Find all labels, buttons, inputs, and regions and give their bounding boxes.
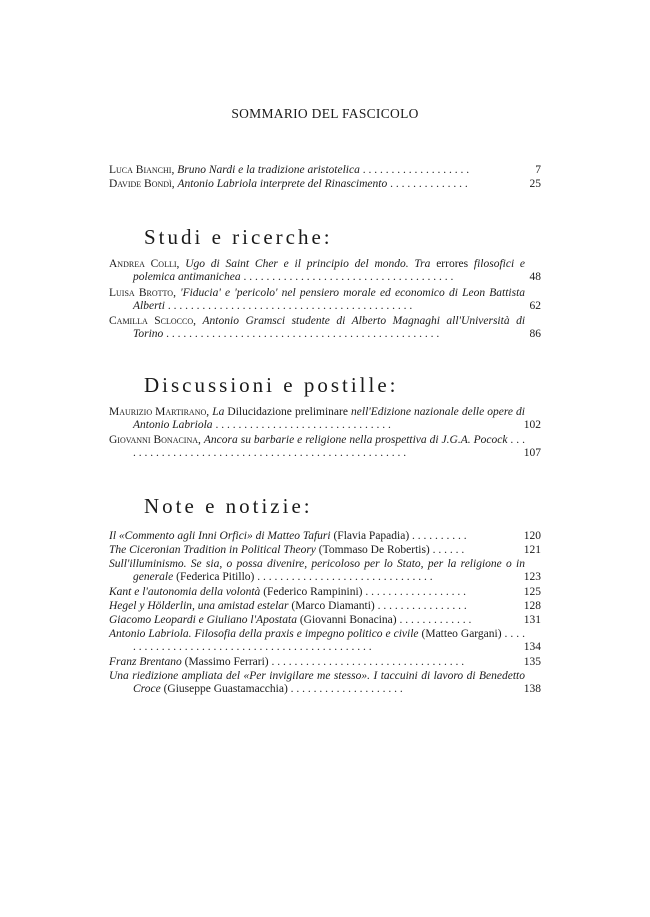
entry-author: (Giovanni Bonacina) xyxy=(296,614,397,626)
entry-page: 102 xyxy=(523,419,541,432)
entry-title: 'Fiducia' e 'pericolo' nel pensiero morale ed economico di Leon Battista Alberti xyxy=(133,287,526,313)
entry-author: Luca Bianchi xyxy=(109,164,172,176)
toc-entry: Kant e l'autonomia della volontà (Federico Rampinini) . . . . . . . . . . . . . . . . . . 125 xyxy=(109,586,541,598)
entry-author: (Giuseppe Guastamacchia) xyxy=(160,683,288,696)
entry-title: Il «Commento agli Inni Orfici» di Matteo Tafuri xyxy=(109,530,331,542)
entry-author: Andrea Colli xyxy=(109,258,177,270)
entry-title: The Ciceronian Tradition in Political Theory xyxy=(109,544,316,556)
toc-entry: Il «Commento agli Inni Orfici» di Matteo Tafuri (Flavia Papadia) . . . . . . . . . . 120 xyxy=(109,530,541,542)
entry-title: Bruno Nardi e la tradizione aristotelica xyxy=(177,164,360,176)
entry-author: (Tommaso De Robertis) xyxy=(315,544,430,556)
section-heading-note: Note e notizie: xyxy=(144,494,313,518)
entry-author: Luisa Brotto xyxy=(109,287,174,299)
entry-title: Franz Brentano xyxy=(109,656,182,668)
entry-title: Ancora su barbarie e religione nella prospettiva di J.G.A. Pocock xyxy=(203,434,508,446)
entry-page: 135 xyxy=(523,656,541,668)
entry-page: 121 xyxy=(523,544,541,556)
toc-entry: Sull'illuminismo. Se sia, o possa divenire, pericoloso per lo Stato, per la religione o in generale (Federica Pitillo) . . . . . . . . . . . . . . . . . . . . . . . . . . . . . . . 123 xyxy=(109,558,541,584)
entry-author: Davide Bondì xyxy=(109,178,172,190)
entry-page: 62 xyxy=(529,300,541,313)
entry-title: Antonio Labriola. Filosofia della praxis e impegno politico e civile xyxy=(109,628,419,640)
entry-page: 107 xyxy=(523,447,541,460)
entry-page: 131 xyxy=(523,614,541,626)
entry-author: Maurizio Martirano xyxy=(109,406,207,418)
entry-page: 120 xyxy=(523,530,541,542)
entry-page: 25 xyxy=(529,178,541,190)
entry-author: (Federica Pitillo) xyxy=(173,571,255,584)
entry-page: 86 xyxy=(529,328,541,341)
entry-page: 134 xyxy=(523,641,541,654)
toc-entry: Maurizio Martirano, La Dilucidazione preliminare nell'Edizione nazionale delle opere di Antonio Labriola . . . . . . . . . . . . . . . . . . . . . . . . . . . . . . . 102 xyxy=(109,406,541,432)
toc-entry: Antonio Labriola. Filosofia della praxis e impegno politico e civile (Matteo Gargani) . . . . . . . . . . . . . . . . . . . . . . . . . . . . . . . . . . . . . . . . . . . . . . 134 xyxy=(109,628,541,654)
entry-author: (Federico Rampinini) xyxy=(260,586,363,598)
toc-entry: The Ciceronian Tradition in Political Theory (Tommaso De Robertis) . . . . . . 121 xyxy=(109,544,541,556)
toc-entry: Franz Brentano (Massimo Ferrari) . . . . . . . . . . . . . . . . . . . . . . . . . . . . . . . . . . 135 xyxy=(109,656,541,668)
entry-title: Antonio Gramsci studente di Alberto Magnaghi all'Università di Torino xyxy=(133,315,526,341)
entry-page: 138 xyxy=(523,683,541,696)
toc-entry: Hegel y Hölderlin, una amistad estelar (Marco Diamanti) . . . . . . . . . . . . . . . . 128 xyxy=(109,600,541,612)
entry-author: (Marco Diamanti) xyxy=(288,600,375,612)
toc-entry: Giovanni Bonacina, Ancora su barbarie e religione nella prospettiva di J.G.A. Pocock . . . . . . . . . . . . . . . . . . . . . . . . . . . . . . . . . . . . . . . . . . . . . . . . . . . 107 xyxy=(109,434,541,460)
entry-title: Sull'illuminismo. Se sia, o possa divenire, pericoloso per lo Stato, per la religione o in generale xyxy=(109,558,525,584)
toc-entry: Luisa Brotto, 'Fiducia' e 'pericolo' nel pensiero morale ed economico di Leon Battista Alberti . . . . . . . . . . . . . . . . . . . . . . . . . . . . . . . . . . . . . . . . . . . 62 xyxy=(109,287,541,313)
toc-entry: Una riedizione ampliata del «Per invigilare me stesso». I taccuini di lavoro di Benedetto Croce (Giuseppe Guastamacchia) . . . . . . . . . . . . . . . . . . . . 138 xyxy=(109,670,541,696)
entry-author: Giovanni Bonacina xyxy=(109,434,199,446)
entry-page: 7 xyxy=(535,164,541,176)
entry-title: Kant e l'autonomia della volontà xyxy=(109,586,261,598)
entry-title: Una riedizione ampliata del «Per invigilare me stesso». I taccuini di lavoro di Benedetto Croce xyxy=(109,670,525,696)
toc-entry: Camilla Sclocco, Antonio Gramsci studente di Alberto Magnaghi all'Università di Torino . . . . . . . . . . . . . . . . . . . . . . . . . . . . . . . . . . . . . . . . . . . . . . . . 86 xyxy=(109,315,541,341)
toc-entry: Davide Bondì, Antonio Labriola interprete del Rinascimento . . . . . . . . . . . . . . 25 xyxy=(109,178,541,190)
section-heading-studi: Studi e ricerche: xyxy=(144,225,333,249)
entry-page: 125 xyxy=(523,586,541,598)
entry-page: 128 xyxy=(523,600,541,612)
toc-entry: Giacomo Leopardi e Giuliano l'Apostata (Giovanni Bonacina) . . . . . . . . . . . . . 131 xyxy=(109,614,541,626)
entry-page: 123 xyxy=(523,571,541,584)
entry-page: 48 xyxy=(529,271,541,284)
entry-title: Giacomo Leopardi e Giuliano l'Apostata xyxy=(109,614,297,626)
toc-entry: Luca Bianchi, Bruno Nardi e la tradizione aristotelica . . . . . . . . . . . . . . . . . . . 7 xyxy=(109,164,541,176)
entry-author: (Flavia Papadia) xyxy=(330,530,410,542)
entry-title: Hegel y Hölderlin, una amistad estelar xyxy=(109,600,289,612)
section-heading-discussioni: Discussioni e postille: xyxy=(144,373,399,397)
entry-title: Antonio Labriola interprete del Rinascimento xyxy=(177,178,388,190)
toc-entry: Andrea Colli, Ugo di Saint Cher e il principio del mondo. Tra errores filosofici e polemica antimanichea . . . . . . . . . . . . . . . . . . . . . . . . . . . . . . . . . . . . . 48 xyxy=(109,258,541,284)
document-title: SOMMARIO DEL FASCICOLO xyxy=(231,106,419,121)
entry-author: Camilla Sclocco xyxy=(109,315,194,327)
entry-author: (Massimo Ferrari) xyxy=(181,656,269,668)
entry-author: (Matteo Gargani) xyxy=(418,628,502,640)
